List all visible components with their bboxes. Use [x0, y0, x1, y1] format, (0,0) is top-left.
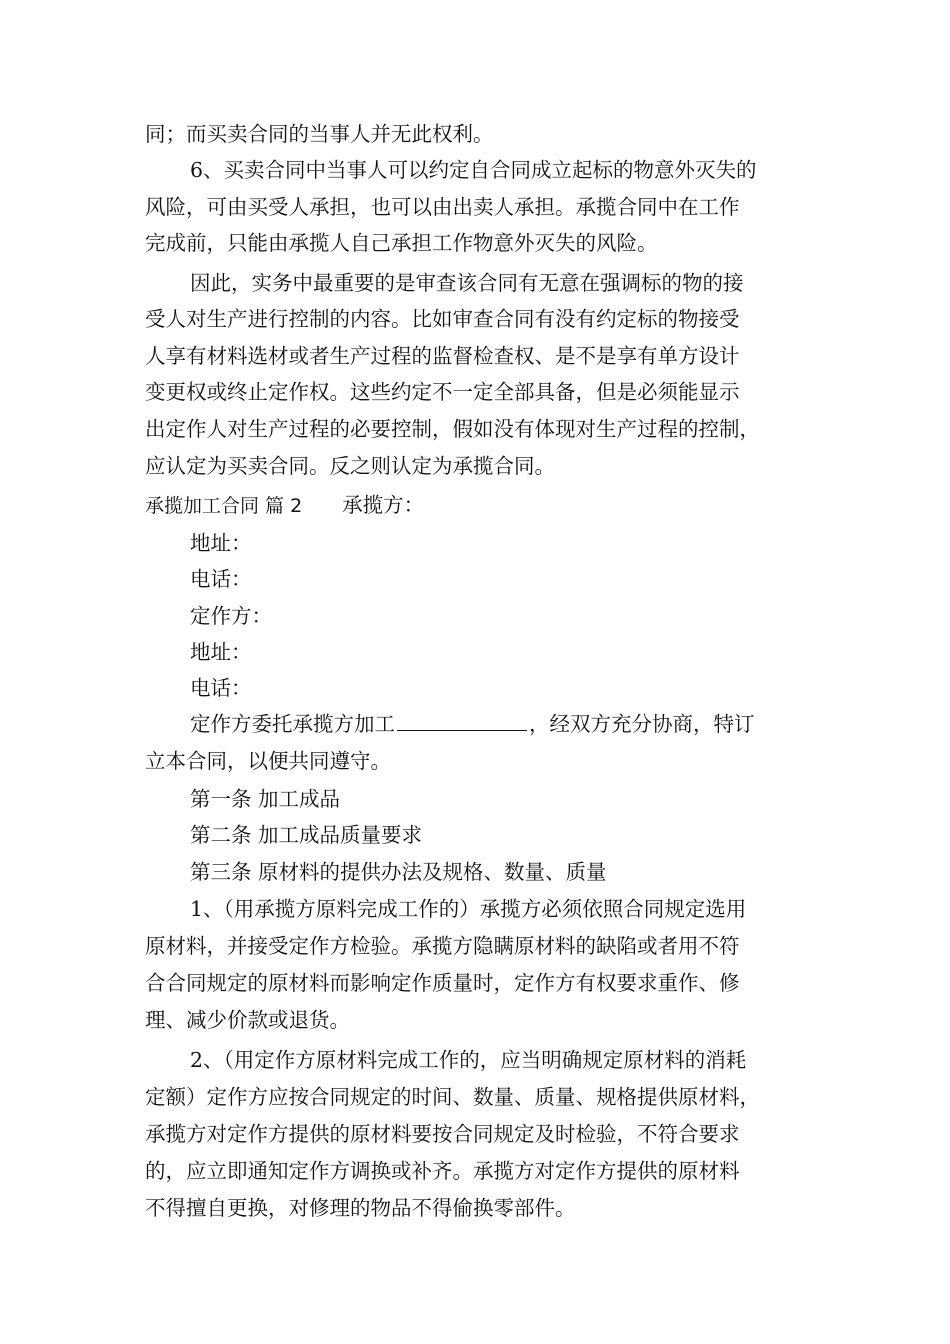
text-line: 6、买卖合同中当事人可以约定自合同成立起标的物意外灭失的 [190, 158, 757, 182]
text-line: 完成前，只能由承揽人自己承担工作物意外灭失的风险。 [145, 231, 658, 255]
phone-field: 电话： [190, 567, 252, 591]
text-line: 受人对生产进行控制的内容。比如审查合同有没有约定标的物接受 [145, 307, 740, 331]
article-heading: 第二条 加工成品质量要求 [190, 823, 423, 847]
fill-in-blank [397, 710, 527, 731]
address-field: 地址： [190, 531, 252, 555]
contractor-label: 承揽方： [342, 493, 425, 517]
text-line: 应认定为买卖合同。反之则认定为承揽合同。 [145, 454, 555, 478]
text-line: 不得擅自更换，对修理的物品不得偷换零部件。 [145, 1196, 576, 1220]
article-heading: 第三条 原材料的提供办法及规格、数量、质量 [190, 860, 607, 884]
address-field: 地址： [190, 640, 252, 664]
entrust-text: 定作方委托承揽方加工 [190, 712, 395, 736]
text-line: 变更权或终止定作权。这些约定不一定全部具备，但是必须能显示 [145, 380, 740, 404]
section-title: 承揽加工合同 篇 2 [145, 495, 303, 517]
text-line: 承揽方对定作方提供的原材料要按合同规定及时检验，不符合要求 [145, 1122, 740, 1146]
text-line: 原材料，并接受定作方检验。承揽方隐瞒原材料的缺陷或者用不符 [145, 934, 740, 958]
client-field: 定作方： [190, 604, 272, 628]
text-line: 风险，可由买受人承担，也可以由出卖人承担。承揽合同中在工作 [145, 195, 740, 219]
text-line: 人享有材料选材或者生产过程的监督检查权、是不是享有单方设计 [145, 344, 740, 368]
text-line: 2、（用定作方原材料完成工作的，应当明确规定原材料的消耗 [190, 1048, 747, 1072]
text-line: 理、减少价款或退货。 [145, 1008, 350, 1032]
text-line: 的，应立即通知定作方调换或补齐。承揽方对定作方提供的原材料 [145, 1159, 740, 1183]
text-line: 定额）定作方应按合同规定的时间、数量、质量、规格提供原材料， [145, 1085, 760, 1109]
phone-field: 电话： [190, 676, 252, 700]
text-line: 同；而买卖合同的当事人并无此权利。 [145, 122, 494, 146]
text-line: 出定作人对生产过程的必要控制，假如没有体现对生产过程的控制， [145, 417, 760, 441]
article-heading: 第一条 加工成品 [190, 787, 341, 811]
text-line: 因此，实务中最重要的是审查该合同有无意在强调标的物的接 [190, 271, 744, 295]
entrust-text: ，经双方充分协商，特订 [529, 712, 755, 736]
text-line: 立本合同，以便共同遵守。 [145, 749, 391, 773]
text-line: 1、（用承揽方原料完成工作的）承揽方必须依照合同规定选用 [190, 897, 747, 921]
entrust-line [190, 706, 755, 742]
text-line: 合合同规定的原材料而影响定作质量时，定作方有权要求重作、修 [145, 971, 740, 995]
section-heading [145, 487, 424, 523]
